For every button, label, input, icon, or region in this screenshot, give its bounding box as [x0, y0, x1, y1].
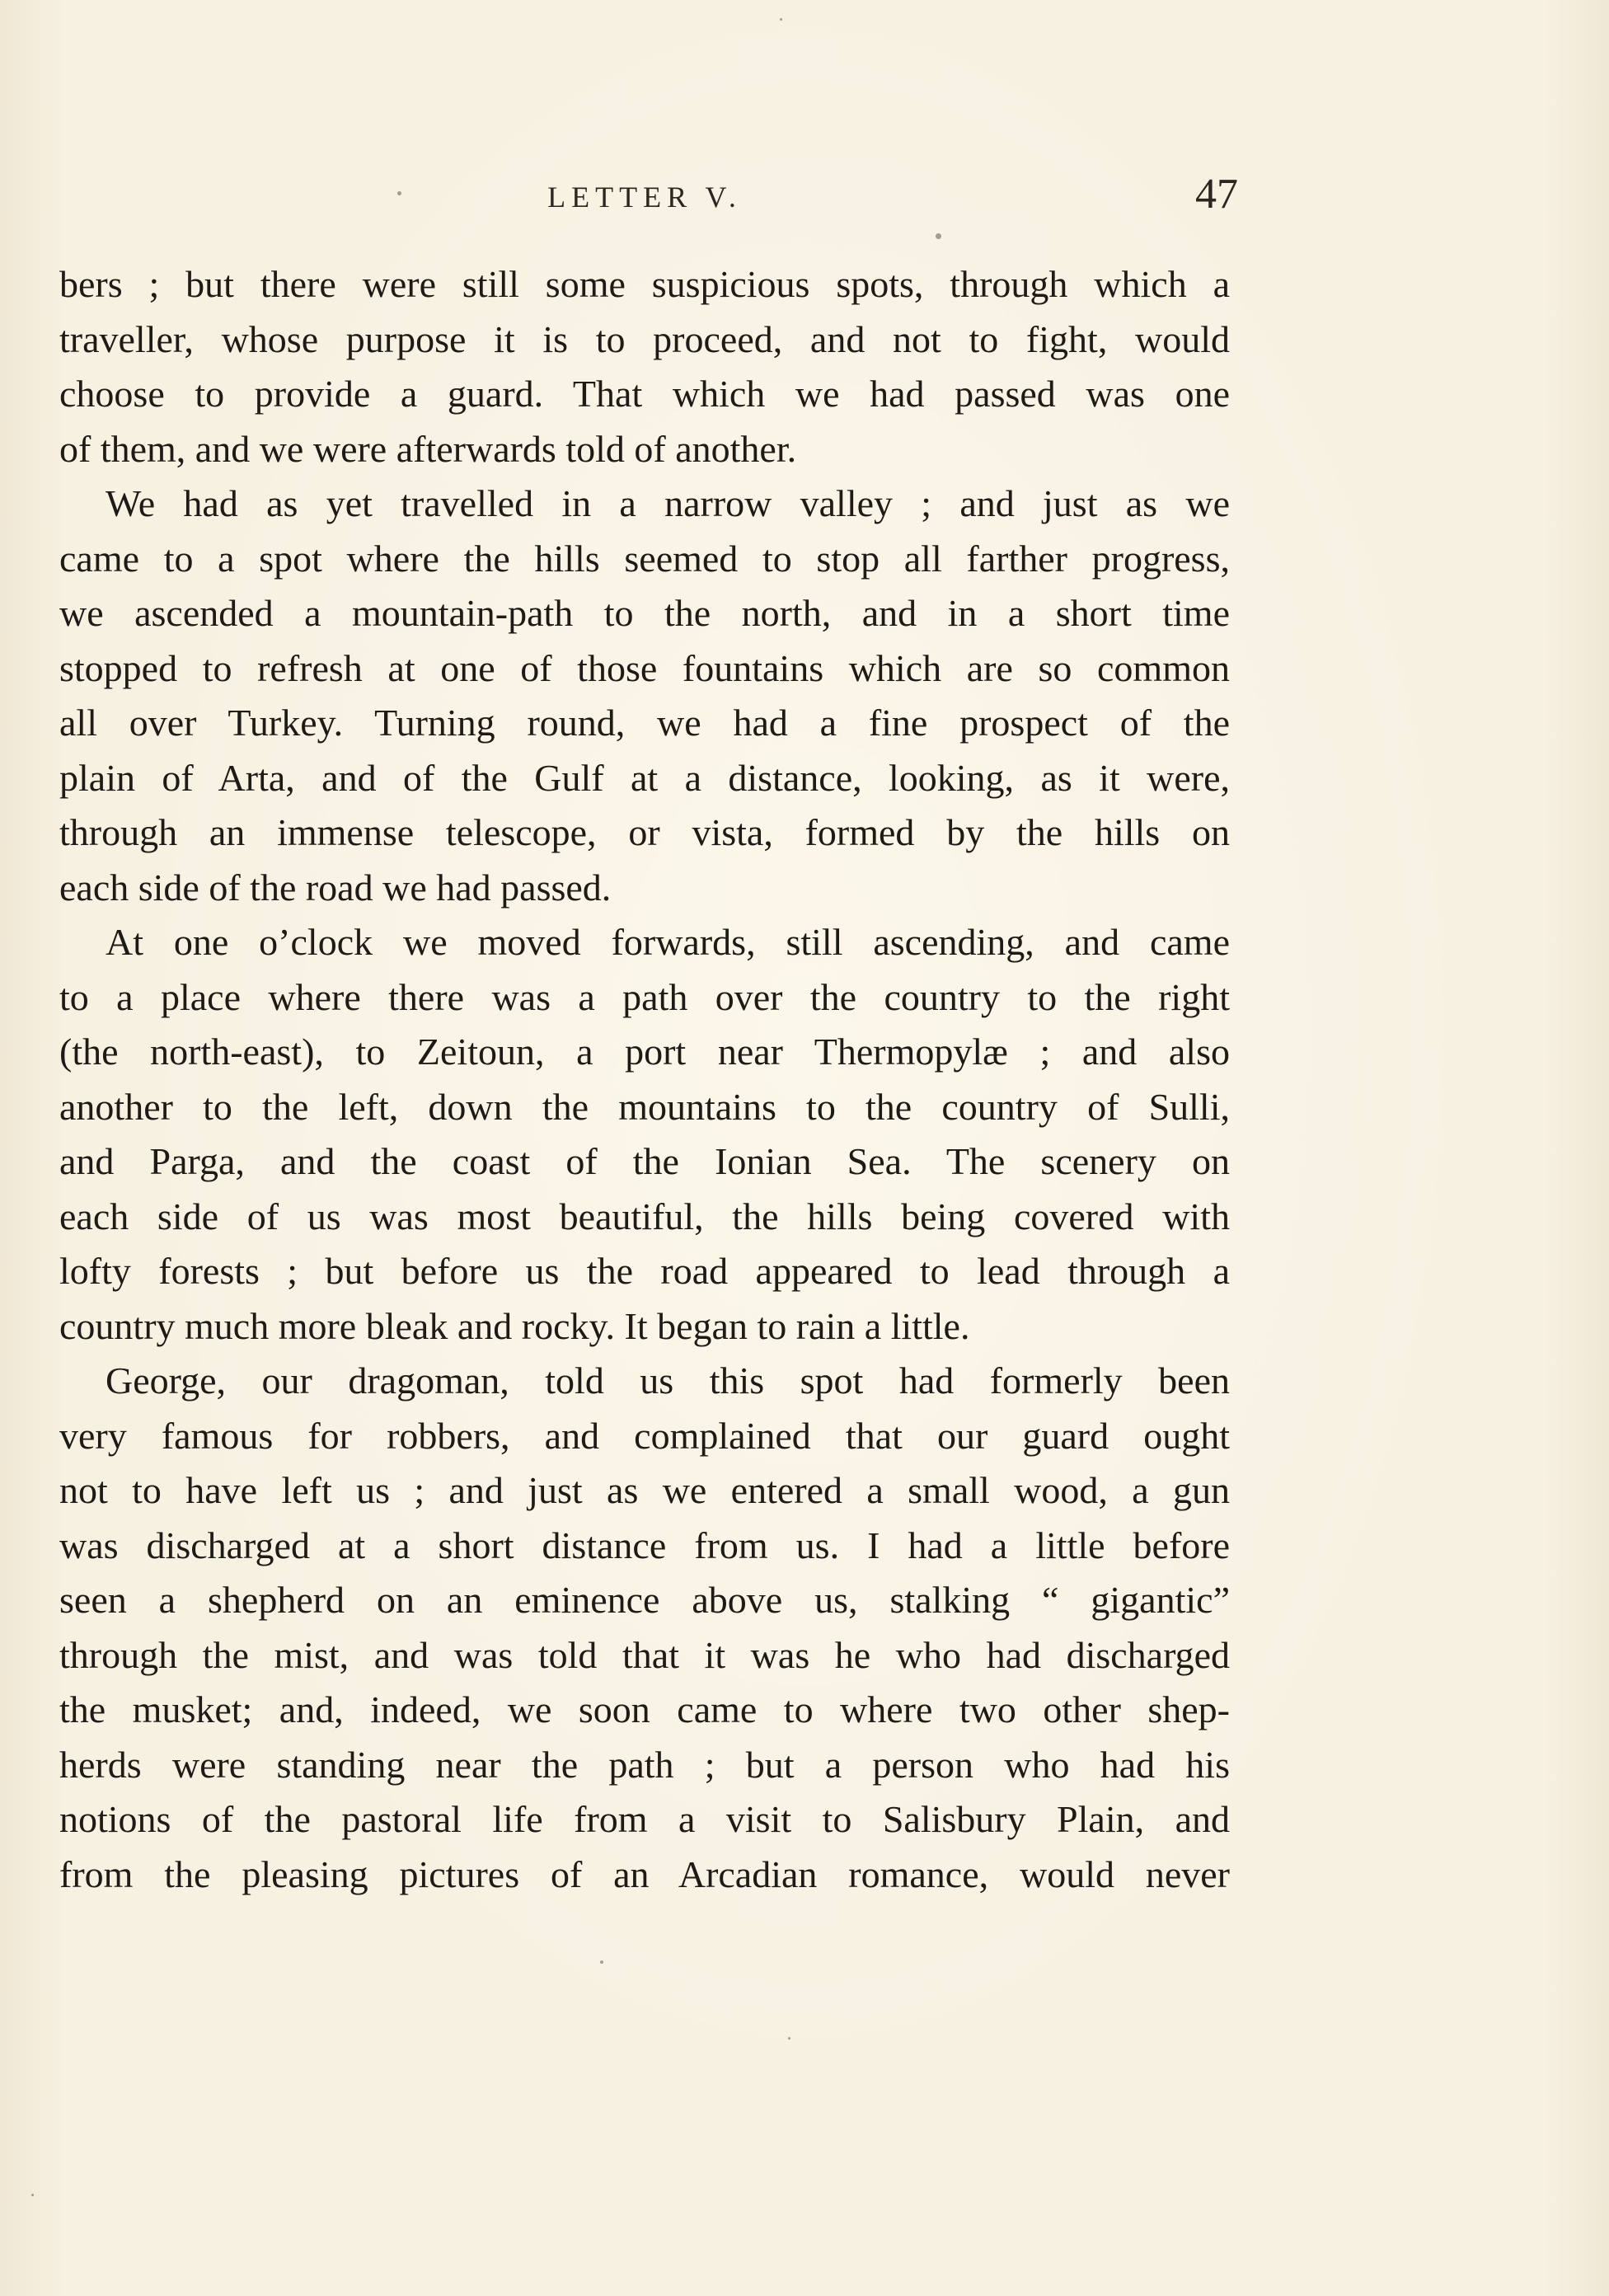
text-line: (the north-east), to Zeitoun, a port near Thermopylæ ; and also	[59, 1031, 1230, 1073]
text-line: seen a shepherd on an eminence above us, stalking “ gigantic”	[59, 1579, 1230, 1621]
text-line: from the pleasing pictures of an Arcadian romance, would never	[59, 1852, 1230, 1895]
text-line: notions of the pastoral life from a visit to Salisbury Plain, and	[59, 1798, 1230, 1840]
text-line: very famous for robbers, and complained that our guard ought	[59, 1414, 1230, 1457]
text-line: country much more bleak and rocky. It began to rain a little.	[59, 1304, 970, 1347]
text-line: traveller, whose purpose it is to proceed, and not to fight, would	[59, 317, 1230, 360]
text-line: each side of us was most beautiful, the hills being covered with	[59, 1195, 1230, 1237]
text-line: bers ; but there were still some suspicious spots, through which a	[59, 263, 1230, 305]
print-speck	[31, 2194, 34, 2196]
text-line: the musket; and, indeed, we soon came to where two other shep-	[59, 1688, 1230, 1730]
print-speck	[936, 233, 941, 239]
text-line: each side of the road we had passed.	[59, 866, 612, 909]
page-header	[59, 165, 1238, 239]
text-line: through the mist, and was told that it was he who had discharged	[59, 1633, 1230, 1676]
text-line: herds were standing near the path ; but a person who had his	[59, 1743, 1230, 1786]
paragraph-3	[59, 915, 1230, 1354]
paragraph-1	[59, 257, 1230, 477]
body-text	[59, 257, 1230, 1902]
text-line: another to the left, down the mountains to the country of Sulli,	[59, 1085, 1230, 1128]
text-line: lofty forests ; but before us the road appeared to lead through a	[59, 1250, 1230, 1292]
text-line: George, our dragoman, told us this spot had formerly been	[106, 1359, 1230, 1402]
paragraph-4	[59, 1354, 1230, 1902]
text-line: came to a spot where the hills seemed to stop all farther progress,	[59, 537, 1230, 580]
text-line: choose to provide a guard. That which we had passed was one	[59, 373, 1230, 415]
text-line: not to have left us ; and just as we entered a small wood, a gun	[59, 1469, 1230, 1511]
text-line: At one o’clock we moved forwards, still ascending, and came	[106, 921, 1230, 963]
text-line: all over Turkey. Turning round, we had a fine prospect of the	[59, 702, 1230, 744]
text-line: plain of Arta, and of the Gulf at a distance, looking, as it were,	[59, 756, 1230, 799]
page-number: 47	[1195, 171, 1238, 218]
text-line: we ascended a mountain-path to the north, and in a short time	[59, 592, 1230, 634]
text-line: We had as yet travelled in a narrow valley ; and just as we	[106, 482, 1230, 524]
text-line: to a place where there was a path over the country to the right	[59, 975, 1230, 1018]
text-line: and Parga, and the coast of the Ionian Sea. The scenery on	[59, 1140, 1230, 1182]
paragraph-2	[59, 477, 1230, 915]
print-speck	[780, 18, 782, 21]
running-head: LETTER V.	[547, 181, 742, 214]
print-speck	[600, 1960, 603, 1964]
print-speck	[788, 2037, 790, 2040]
text-line: of them, and we were afterwards told of another.	[59, 427, 797, 470]
text-line: through an immense telescope, or vista, formed by the hills on	[59, 811, 1230, 853]
print-speck	[397, 191, 401, 195]
text-line: was discharged at a short distance from us. I had a little before	[59, 1524, 1230, 1566]
text-line: stopped to refresh at one of those fountains which are so common	[59, 646, 1230, 689]
